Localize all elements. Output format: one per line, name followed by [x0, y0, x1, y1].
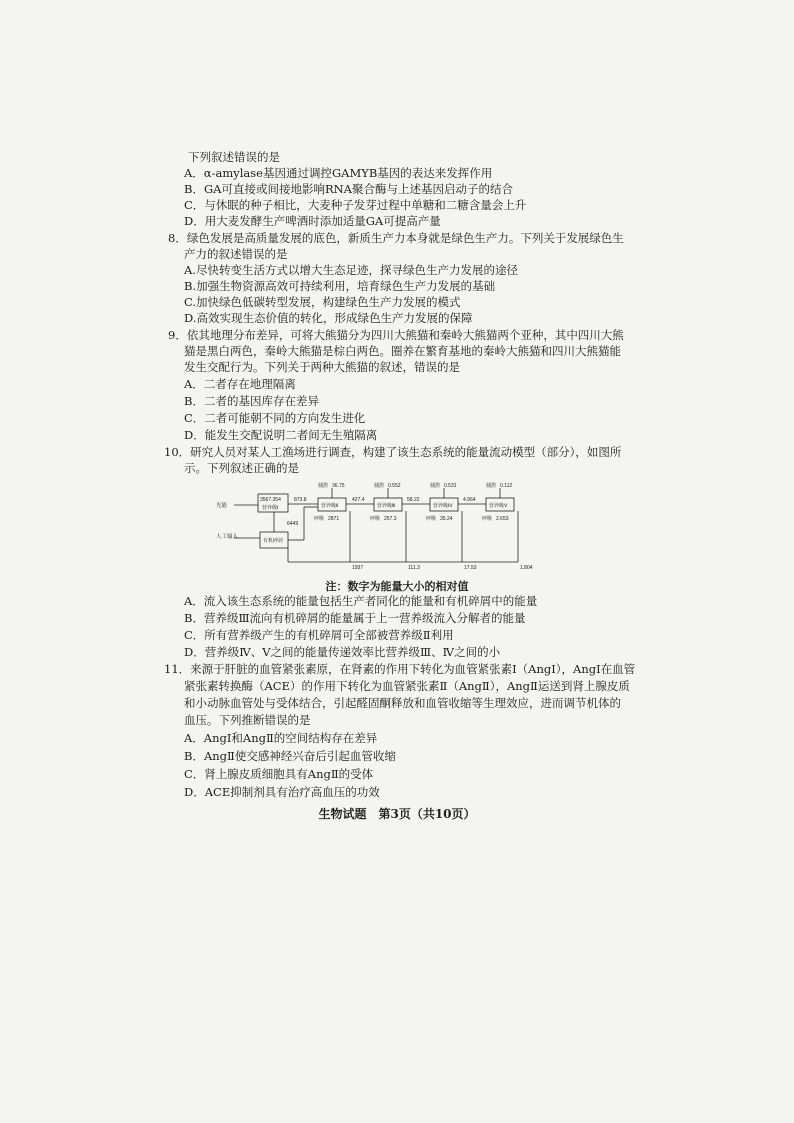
page-footer: 生物试题 第3页（共10页）	[318, 807, 476, 821]
catch-value-2: 36.75	[332, 483, 345, 489]
l1-detritus-value: 6449	[287, 521, 299, 527]
resp-value-2: 2871	[328, 516, 340, 522]
q11-stem-line3: 和小动脉血管处与受体结合，引起醛固酮释放和血管收缩等生理效应，进而调节机体的	[184, 696, 621, 710]
q8-stem-line1: 8．绿色发展是高质量发展的底色，新质生产力本身就是绿色生产力。下列关于发展绿色生	[168, 231, 624, 245]
q10-option-a: A．流入该生态系统的能量包括生产者同化的能量和有机碎屑中的能量	[184, 594, 538, 608]
q9-stem-line2: 猫是黑白两色，秦岭大熊猫是棕白两色。圈养在繁育基地的秦岭大熊猫和四川大熊猫能	[184, 344, 621, 358]
detritus-value-2: 1937	[352, 565, 364, 570]
q8-option-b: B.加强生物资源高效可持续利用，培育绿色生产力发展的基础	[184, 279, 496, 293]
catch-label-2: 捕捞	[318, 483, 329, 489]
diagram-note: 注：数字为能量大小的相对值	[325, 580, 469, 593]
q10-option-c: C．所有营养级产生的有机碎屑可全部被营养级Ⅱ利用	[184, 628, 454, 642]
level1-value: 3567.354	[260, 497, 281, 503]
q7-option-c: C．与休眠的种子相比，大麦种子发芽过程中单糖和二糖含量会上升	[184, 198, 527, 212]
flow-value-2: 427.4	[352, 497, 365, 503]
resp-value-3: 257.3	[384, 516, 397, 522]
catch-label-5: 捕捞	[486, 483, 497, 489]
resp-label-2: 呼吸	[314, 516, 325, 522]
q11-option-b: B．AngⅡ使交感神经兴奋后引起血管收缩	[184, 749, 396, 763]
level1-label: 营养级Ⅰ	[262, 505, 279, 511]
q7-option-a: A．α-amylase基因通过调控GAMYB基因的表达来发挥作用	[184, 166, 493, 180]
detritus-label: 有机碎屑	[263, 538, 284, 544]
q7-stem: 下列叙述错误的是	[188, 150, 280, 164]
q9-option-b: B．二者的基因库存在差异	[184, 394, 319, 408]
q11-option-a: A．AngⅠ和AngⅡ的空间结构存在差异	[184, 731, 378, 745]
q11-option-c: C．肾上腺皮质细胞具有AngⅡ的受体	[184, 767, 374, 781]
q9-option-a: A．二者存在地理隔离	[184, 377, 296, 391]
energy-flow-diagram	[214, 480, 544, 570]
catch-label-3: 捕捞	[374, 483, 385, 489]
q10-stem-line2: 示。下列叙述正确的是	[184, 461, 299, 475]
q9-option-d: D．能发生交配说明二者间无生殖隔离	[184, 428, 378, 442]
level3-label: 营养级Ⅲ	[377, 503, 396, 509]
sunlight-label: 光能	[216, 503, 228, 509]
q9-stem-line3: 发生交配行为。下列关于两种大熊猫的叙述，错误的是	[184, 360, 460, 374]
resp-label-4: 呼吸	[426, 516, 437, 522]
detritus-value-4: 17.53	[464, 565, 477, 570]
flow-value-1: 873.8	[294, 497, 307, 503]
q10-option-d: D．营养级Ⅳ、Ⅴ之间的能量传递效率比营养级Ⅲ、Ⅳ之间的小	[184, 645, 501, 659]
q9-option-c: C．二者可能朝不同的方向发生进化	[184, 411, 366, 425]
q9-stem-line1: 9．依其地理分布差异，可将大熊猫分为四川大熊猫和秦岭大熊猫两个亚种，其中四川大熊	[168, 328, 624, 342]
q8-stem-line2: 产力的叙述错误的是	[184, 247, 288, 261]
level2-label: 营养级Ⅱ	[321, 503, 339, 509]
q11-stem-line4: 血压。下列推断错误的是	[184, 713, 311, 727]
resp-value-5: 2.653	[496, 516, 509, 522]
detritus-value-5: 1.804	[520, 565, 533, 570]
catch-value-5: 0.112	[500, 483, 513, 489]
q7-option-d: D．用大麦发酵生产啤酒时添加适量GA可提高产量	[184, 214, 441, 228]
level5-label: 营养级Ⅴ	[489, 503, 508, 509]
q8-option-a: A.尽快转变生活方式以增大生态足迹，探寻绿色生产力发展的途径	[184, 263, 518, 277]
q11-option-d: D．ACE抑制剂具有治疗高血压的功效	[184, 785, 380, 799]
resp-label-3: 呼吸	[370, 516, 381, 522]
q11-stem-line2: 紧张素转换酶（ACE）的作用下转化为血管紧张素Ⅱ（AngⅡ），AngⅡ运送到肾上腺皮质	[184, 679, 630, 693]
q10-stem-line1: 10．研究人员对某人工渔场进行调查，构建了该生态系统的能量流动模型（部分），如图所	[164, 445, 622, 459]
input-label: 人工输入	[216, 534, 239, 540]
q8-option-c: C.加快绿色低碳转型发展，构建绿色生产力发展的模式	[184, 295, 461, 309]
detritus-value-3: 111.3	[408, 565, 420, 570]
resp-value-4: 35.24	[440, 516, 453, 522]
q8-option-d: D.高效实现生态价值的转化，形成绿色生产力发展的保障	[184, 311, 473, 325]
q10-option-b: B．营养级Ⅲ流向有机碎屑的能量属于上一营养级流入分解者的能量	[184, 611, 526, 625]
catch-label-4: 捕捞	[430, 483, 441, 489]
flow-value-3: 58.22	[407, 497, 420, 503]
resp-label-5: 呼吸	[482, 516, 493, 522]
level4-label: 营养级Ⅳ	[433, 503, 453, 509]
q7-option-b: B．GA可直接或间接地影响RNA聚合酶与上述基因启动子的结合	[184, 182, 513, 196]
q11-stem-line1: 11．来源于肝脏的血管紧张素原，在肾素的作用下转化为血管紧张素Ⅰ（AngⅠ），AngⅠ在血管	[164, 662, 636, 676]
catch-value-4: 0.531	[444, 483, 457, 489]
flow-value-4: 4.964	[463, 497, 476, 503]
catch-value-3: 0.552	[388, 483, 401, 489]
